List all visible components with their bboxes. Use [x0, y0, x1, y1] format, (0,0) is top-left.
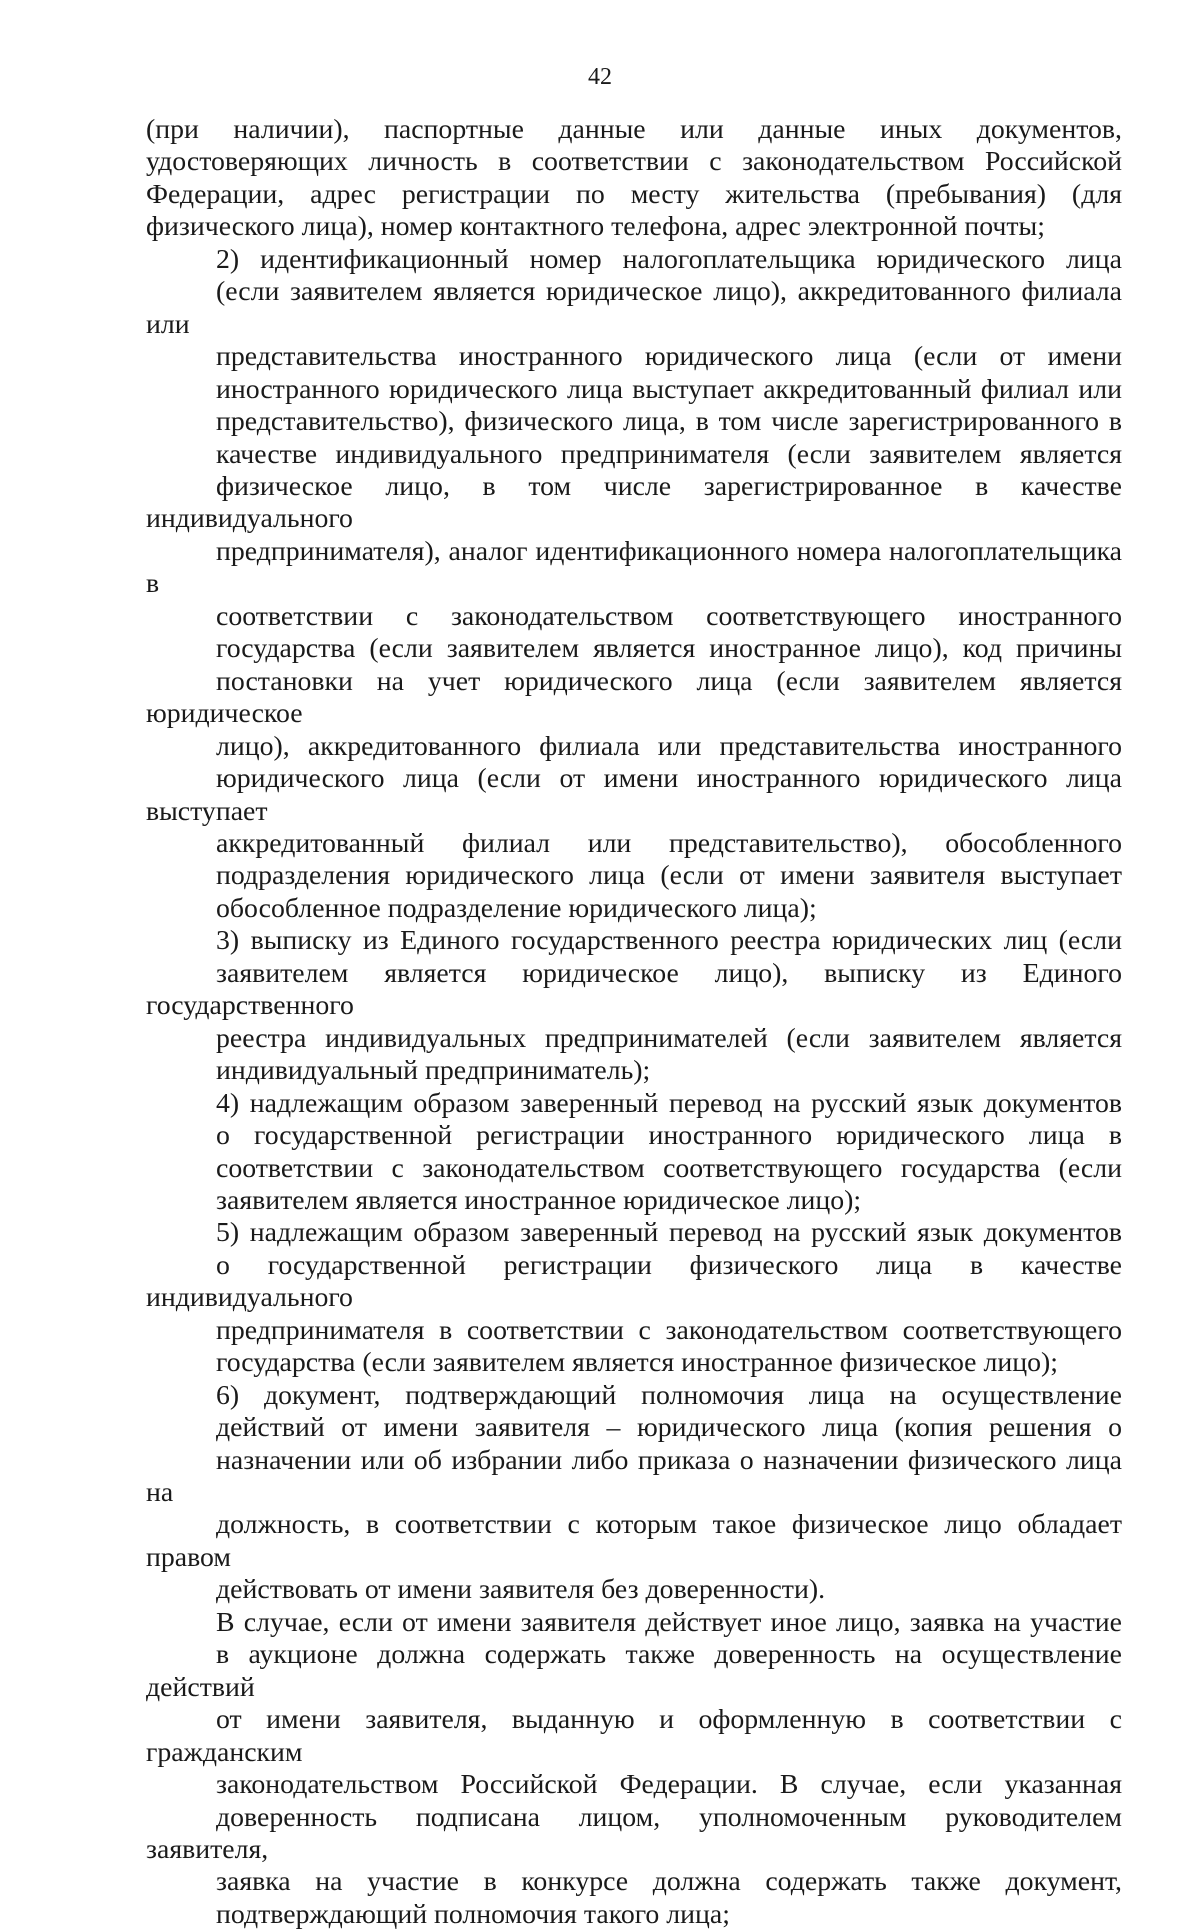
text-line: индивидуальный предприниматель);: [216, 1055, 651, 1087]
text-line: действий от имени заявителя – юридического лица (копия решения о: [216, 1412, 1122, 1444]
text-line: заявителем является юридическое лицо), выписку из Единого государственного: [146, 957, 1122, 1022]
text-line: реестра индивидуальных предпринимателей (если заявителем является: [216, 1022, 1122, 1054]
page-number: 42: [588, 64, 612, 90]
text-line: 5) надлежащим образом заверенный перевод на русский язык документов: [216, 1217, 1122, 1249]
text-line: 3) выписку из Единого государственного реестра юридических лиц (если: [216, 925, 1122, 957]
text-line: представительство), физического лица, в том числе зарегистрированного в: [216, 406, 1122, 438]
text-line: должность, в соответствии с которым такое физическое лицо обладает правом: [146, 1509, 1122, 1573]
text-line: физического лица), номер контактного телефона, адрес электронной почты;: [146, 211, 1045, 243]
paragraph: [146, 1607, 1122, 1931]
text-line: в аукционе должна содержать также доверенность на осуществление действий: [146, 1639, 1122, 1703]
paragraph: [146, 1380, 1122, 1607]
text-line: государства (если заявителем является иностранное лицо), код причины: [216, 633, 1122, 665]
text-line: 4) надлежащим образом заверенный перевод на русский язык документов: [216, 1087, 1122, 1119]
text-line: аккредитованный филиал или представительство), обособленного: [216, 827, 1122, 859]
text-line: представительства иностранного юридического лица (если от имени: [216, 341, 1122, 373]
text-line: 2) идентификационный номер налогоплательщика юридического лица: [216, 243, 1122, 275]
text-line: заявителем является иностранное юридическое лицо);: [216, 1184, 862, 1216]
text-line: предпринимателя в соответствии с законодательством соответствующего: [216, 1314, 1122, 1346]
text-line: В случае, если от имени заявителя действует иное лицо, заявка на участие: [216, 1606, 1122, 1638]
text-line: о государственной регистрации иностранного юридического лица в: [216, 1120, 1122, 1152]
text-line: действовать от имени заявителя без доверенности).: [216, 1574, 826, 1606]
document-body: [146, 114, 1122, 1931]
text-line: государства (если заявителем является иностранное физическое лицо);: [216, 1347, 1058, 1379]
paragraph: [146, 114, 1122, 244]
text-line: подтверждающий полномочия такого лица;: [216, 1898, 730, 1930]
text-line: Федерации, адрес регистрации по месту жительства (пребывания) (для: [146, 178, 1122, 210]
text-line: подразделения юридического лица (если от имени заявителя выступает: [216, 860, 1122, 892]
text-line: заявка на участие в конкурсе должна содержать также документ,: [216, 1866, 1122, 1898]
text-line: о государственной регистрации физического лица в качестве индивидуального: [146, 1249, 1122, 1314]
text-line: доверенность подписана лицом, уполномоченным руководителем заявителя,: [146, 1801, 1122, 1866]
paragraph: [146, 1088, 1122, 1218]
text-line: постановки на учет юридического лица (если заявителем является юридическое: [146, 665, 1122, 730]
text-line: иностранного юридического лица выступает аккредитованный филиал или: [216, 373, 1122, 405]
text-line: предпринимателя), аналог идентификационного номера налогоплательщика в: [146, 535, 1122, 600]
text-line: удостоверяющих личность в соответствии с законодательством Российской: [146, 146, 1122, 178]
text-line: от имени заявителя, выданную и оформленную в соответствии с гражданским: [146, 1704, 1122, 1768]
text-line: соответствии с законодательством соответствующего иностранного: [216, 600, 1122, 632]
paragraph: [146, 925, 1122, 1087]
text-line: законодательством Российской Федерации. В случае, если указанная: [216, 1769, 1122, 1801]
text-line: назначении или об избрании либо приказа о назначении физического лица на: [146, 1444, 1122, 1509]
paragraph: [146, 244, 1122, 926]
text-line: лицо), аккредитованного филиала или представительства иностранного: [216, 730, 1122, 762]
text-line: 6) документ, подтверждающий полномочия лица на осуществление: [216, 1379, 1122, 1411]
text-line: юридического лица (если от имени иностранного юридического лица выступает: [146, 763, 1122, 827]
text-line: качестве индивидуального предпринимателя (если заявителем является: [216, 438, 1122, 470]
text-line: соответствии с законодательством соответствующего государства (если: [216, 1152, 1122, 1184]
text-line: физическое лицо, в том числе зарегистрированное в качестве индивидуального: [146, 470, 1122, 535]
text-line: обособленное подразделение юридического лица);: [216, 892, 817, 924]
text-line: (если заявителем является юридическое лицо), аккредитованного филиала или: [146, 276, 1122, 340]
text-line: (при наличии), паспортные данные или данные иных документов,: [146, 114, 1122, 145]
paragraph: [146, 1217, 1122, 1379]
